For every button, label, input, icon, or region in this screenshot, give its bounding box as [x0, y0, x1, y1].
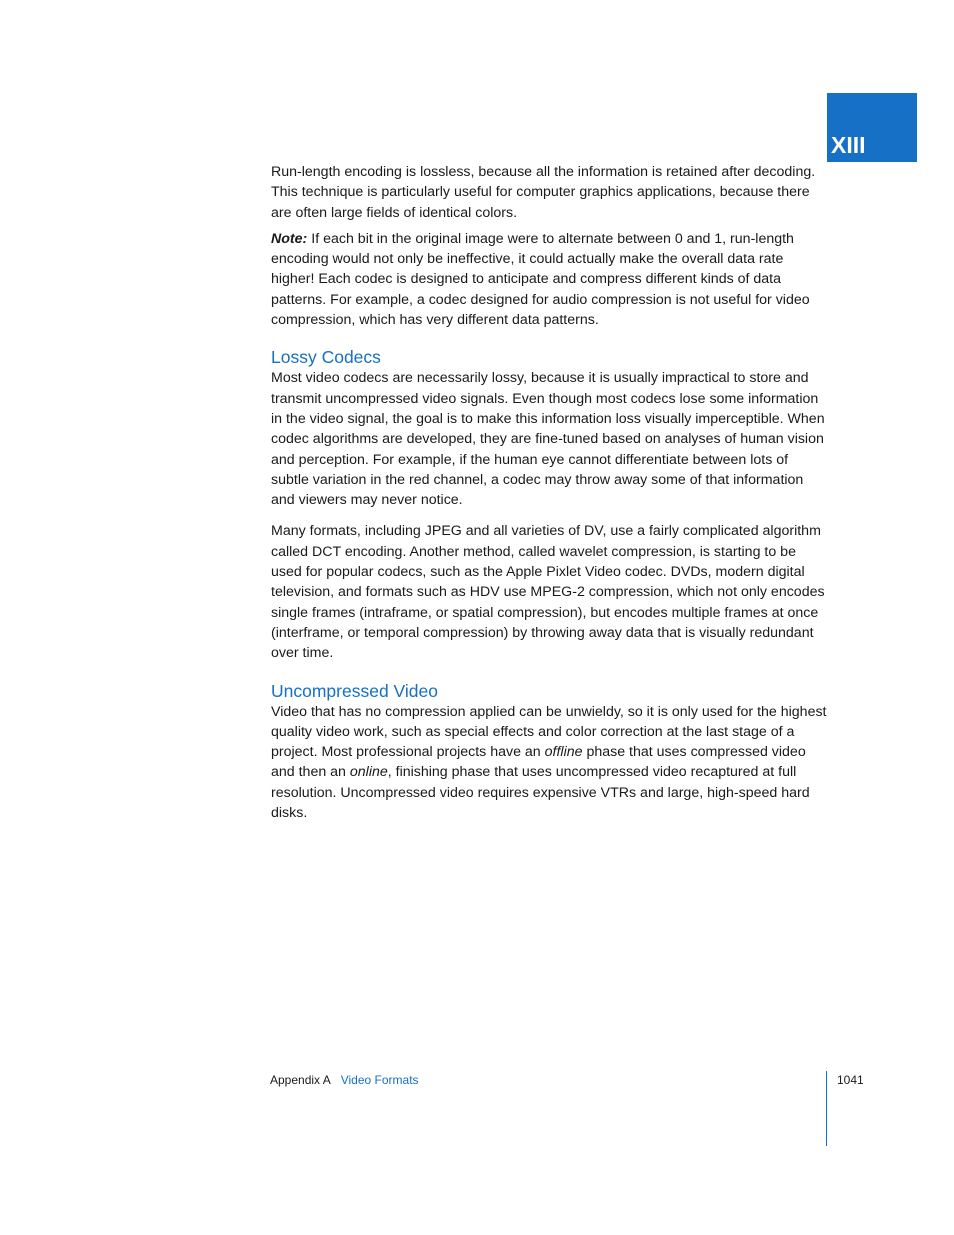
note-paragraph — [271, 229, 827, 330]
footer-chapter-link[interactable]: Video Formats — [340, 1073, 419, 1087]
online-term: online — [349, 764, 388, 781]
note-label: Note: — [271, 230, 308, 247]
footer-divider — [826, 1071, 827, 1146]
uncompressed-text-1: Video that has no compression applied can be unwieldy, so it is only used for the highest quality video work, such as special effects and color correction at the last stage of a project. Most professional projects have an — [271, 703, 827, 761]
uncompressed-text-3: , finishing phase that uses uncompressed video recaptured at full resolution. Uncompressed video requires expensive VTRs and large, high-speed hard disks. — [271, 764, 810, 822]
uncompressed-text-2: phase that uses compressed video and then an — [271, 744, 806, 781]
note-text: If each bit in the original image were to alternate between 0 and 1, run-length encoding would not only be ineffective, it could actually make the overall data rate higher! Each codec is designed to anticipate and compress different kinds of data patterns. For example, a codec designed for audio compression is not useful for video compression, which has very different data patterns. — [271, 230, 810, 329]
footer — [270, 1072, 419, 1088]
paragraph-lossy-1: Most video codecs are necessarily lossy, because it is usually impractical to store and transmit uncompressed video signals. Even though most codecs lose some information in the video signal, the goal is to make this information loss visually imperceptible. When codec algorithms are developed, they are fine-tuned based on analyses of human vision and perception. For example, if the human eye cannot differentiate between lots of subtle variation in the red channel, a codec may throw away some of that information and viewers may never notice. — [271, 370, 825, 509]
page-content — [271, 162, 827, 823]
footer-appendix-label: Appendix A — [270, 1073, 331, 1087]
chapter-tab-label: XIII — [831, 132, 866, 158]
paragraph-uncompressed — [271, 702, 827, 824]
page-number: 1041 — [837, 1073, 864, 1087]
paragraph-lossy-2: Many formats, including JPEG and all varieties of DV, use a fairly complicated algorithm called DCT encoding. Another method, called wavelet compression, is starting to be used for popular codecs, such as the Apple Pixlet Video codec. DVDs, modern digital television, and formats such as HDV use MPEG-2 compression, which not only encodes single frames (intraframe, or spatial compression), but encodes multiple frames at once (interframe, or temporal compression) by throwing away data that is visually redundant over time. — [271, 523, 825, 662]
heading-lossy-codecs: Lossy Codecs — [271, 347, 381, 368]
chapter-tab — [827, 93, 917, 162]
paragraph-run-length: Run-length encoding is lossless, because all the information is retained after decoding. This technique is particularly useful for computer graphics applications, because there are often large fields of identical colors. — [271, 164, 816, 221]
heading-uncompressed-video: Uncompressed Video — [271, 680, 438, 701]
offline-term: offline — [544, 744, 583, 761]
